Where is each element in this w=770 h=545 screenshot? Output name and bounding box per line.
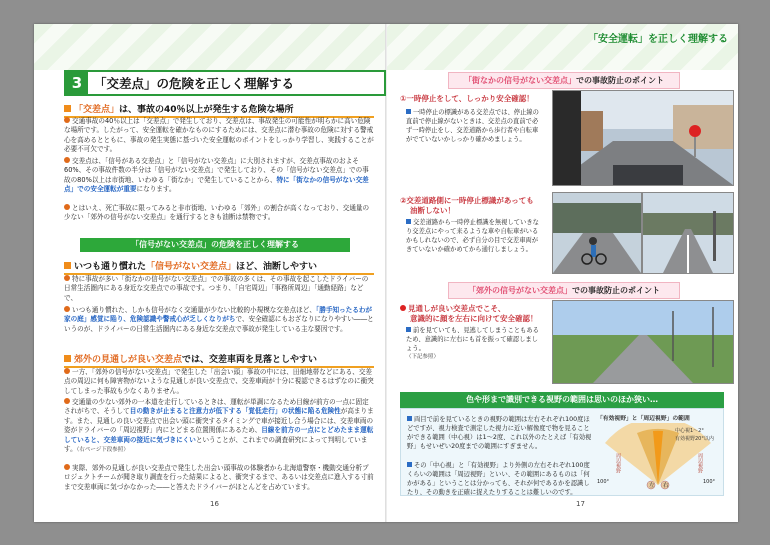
bullet-icon: [64, 157, 70, 163]
red-dot-icon: [400, 305, 406, 311]
square-bullet-icon: [406, 219, 411, 224]
bullet-icon: [64, 117, 70, 123]
paragraph-4: 特に事故が多い「街なかの信号がない交差点」での事故の多くは、その事故を起こしたドライバーの日常生活圏内にある身近な交差点での事故です。つまり、「自宅周辺」「事務所周辺」「通勤経路」などで、: [64, 275, 369, 302]
paragraph-6: 一方、「郊外の信号がない交差点」で発生した「出会い頭」事故の中には、田畑地帯などにある、交差点の周辺に何も障害物がないような見通しが良い交差点で、交差車両が十分に視認できるはずなのに衝突してしまった事故も少なくありません。: [64, 368, 374, 395]
vision-info-box: [400, 408, 724, 496]
left-page: [34, 24, 386, 522]
photo-road-perspective: [642, 192, 734, 274]
point-3-heading: 見通しが良い交差点でこそ、 意識的に顔を左右に向けて安全確認！: [400, 304, 580, 324]
vision-paragraph-1: 両目で前を見ているときの視野の範囲は左右それぞれ100度ほどですが、視力検査で測定した視力に近い解像度で物を見ることができる範囲（中心視）は1～2度、これ以外のたとえば「有効視野」もせいぜい20度までの範囲にすぎません。: [407, 416, 592, 450]
bullet-icon: [64, 464, 70, 470]
page-number-right: 17: [576, 500, 585, 508]
square-marker-icon: [64, 105, 71, 112]
vision-range-bar: 色や形まで識別できる視野の範囲は思いのほか狭い…: [400, 392, 724, 408]
paragraph-3: とはいえ、死亡事故に限ってみると非市街地、いわゆる「郊外」の割合が高くなっており、交通量の少ない「郊外の信号がない交差点」を通行するときも油断は禁物です。: [64, 204, 370, 222]
subheading-3: 郊外の見通しが良い交差点では、交差車両を見落としやすい: [64, 352, 374, 368]
point-2-heading: ②交差道路側に一時停止標識があっても 油断しない！: [400, 196, 534, 215]
square-bullet-icon: [407, 416, 412, 421]
paragraph-7: 交通量の少ない郊外の一本道を走行しているときは、運転が単調になるため目線が前方の一点に固定されがちで、そうして目の動きが止まると注意力が低下する「覚低走行」の状態に陥る危険性が高まります。また、見通しの良い交差点で出会い頭に衝突するタイミングで車が接近し合う場合には、交差車両の姿がドライバーの「周辺視野」内にとどまる位置関係にあるため、目線を前方の一点にとどめたまま運転していると、交差車両の接近に気づきにくいということが、これまでの調査研究によって判明しています。（右ページ下段参照）: [64, 398, 374, 454]
page-number-left: 16: [210, 500, 219, 508]
paragraph-2: 交差点は、「信号がある交差点」と「信号がない交差点」に大別されますが、交差点事故のおよそ60%、その事故件数の半分は「信号がない交差点」で発生しており、その「信号がない交差点」での事故の80%以上は市街地、いわゆる「街なか」で発生していることから、特に「街なかの信号がない交差点」での安全運転が重要になります。: [64, 157, 369, 194]
bullet-icon: [64, 398, 70, 404]
square-marker-icon: [64, 355, 71, 362]
photo-intersection-stop: [552, 90, 734, 186]
point-1-heading: ①一時停止をして、しっかり安全確認！: [400, 94, 534, 103]
point-1-body: 一時停止の標識がある交差点では、停止線の直前で停止線がないときは、交差点の直前で必ず一時停止をし、交差道路から歩行者や自転車がでていないかしっかり確かめましょう。: [406, 109, 539, 143]
bullet-icon: [64, 306, 70, 312]
book-spread: [34, 24, 738, 522]
point-3-body: 前を見ていても、見逃してしまうこともあるため、意識的に左右にも首を振って確認しましょう。 （下記参照）: [406, 327, 539, 360]
point-2-body: 交差道路から一時停止標識を無視していきなり交差点にやって来るような車や自転車がいるかもしれないので、必ず自分の目で交差車両がきていないか確かめてから通行しましょう。: [406, 219, 539, 253]
square-bullet-icon: [406, 109, 411, 114]
square-bullet-icon: [407, 462, 412, 467]
vision-paragraph-2: その「中心視」と「有効視野」より外側の左右それぞれ100度くらいの範囲は「周辺視野」といい、その範囲にあるものは「何かがある」ということは分かっても、それが何であるかを認識したり、その動きを正確に捉えたりすることは難しいのです。: [407, 462, 590, 496]
bullet-icon: [64, 368, 70, 374]
visual-field-diagram: 「有効視野」と「周辺視野」の範囲 中心視1～2° 有効視野20°以内 周辺視野 周辺視野 左 右 100° 100°: [597, 413, 719, 491]
square-bullet-icon: [406, 327, 411, 332]
photo-cyclist-intersection: [552, 192, 642, 274]
paragraph-1: 交通事故の40％以上は「交差点」で発生しており、交差点は、事故発生の可能性が明らかに高い危険な場所です。したがって、安全運転を確かなものにするためには、交差点に潜む事故の危険に対する警戒心を高めるとともに、事故の発生実態に基づいた安全運転のポイントをしっかり学習し、実践することが必要不可欠です。: [64, 117, 374, 154]
green-section-bar: 「信号がない交差点」の危険を正しく理解する: [80, 238, 350, 252]
bullet-icon: [64, 204, 70, 210]
banner-suburban-intersection: 「郊外の信号がない交差点」での事故防止のポイント: [448, 282, 680, 299]
section-title: 「交差点」の危険を正しく理解する: [94, 76, 295, 91]
chapter-header-label: 「安全運転」を正しく理解する: [588, 34, 728, 45]
square-marker-icon: [64, 262, 71, 269]
banner-city-intersection: 「街なかの信号がない交差点」での事故防止のポイント: [448, 72, 680, 89]
subheading-2: いつも通り慣れた「信号がない交差点」ほど、油断しやすい: [64, 259, 374, 275]
section-number: 3: [66, 72, 88, 94]
section-title-box: [64, 70, 386, 96]
paragraph-5: いつも通り慣れた、しかも信号がなく交通量が少ない比較的小規模な交差点ほど、「勝手知ったるわが家の庭」感覚に陥り、危険認識や警戒心が乏しくなりがちで、安全確認にもおざなりになりやすい――というのが、ドライバーの日常生活圏内にある身近な交差点で事故が発生している主な要因です。: [64, 306, 374, 333]
bullet-icon: [64, 275, 70, 281]
photo-suburban-road: [552, 300, 734, 384]
right-page: [386, 24, 738, 522]
subheading-1: 「交差点」は、事故の40％以上が発生する危険な場所: [64, 102, 374, 118]
paragraph-8: 実際、郊外の見通しが良い交差点で発生した出会い頭事故の体験者から北海道警察・機動交通分析プロジェクトチームが聞き取り調査を行った結果によると、衝突するまで、あるいは交差点に進入する寸前まで交差車両に気づかなかった――と答えたドライバーがほとんどを占めています。: [64, 464, 374, 491]
